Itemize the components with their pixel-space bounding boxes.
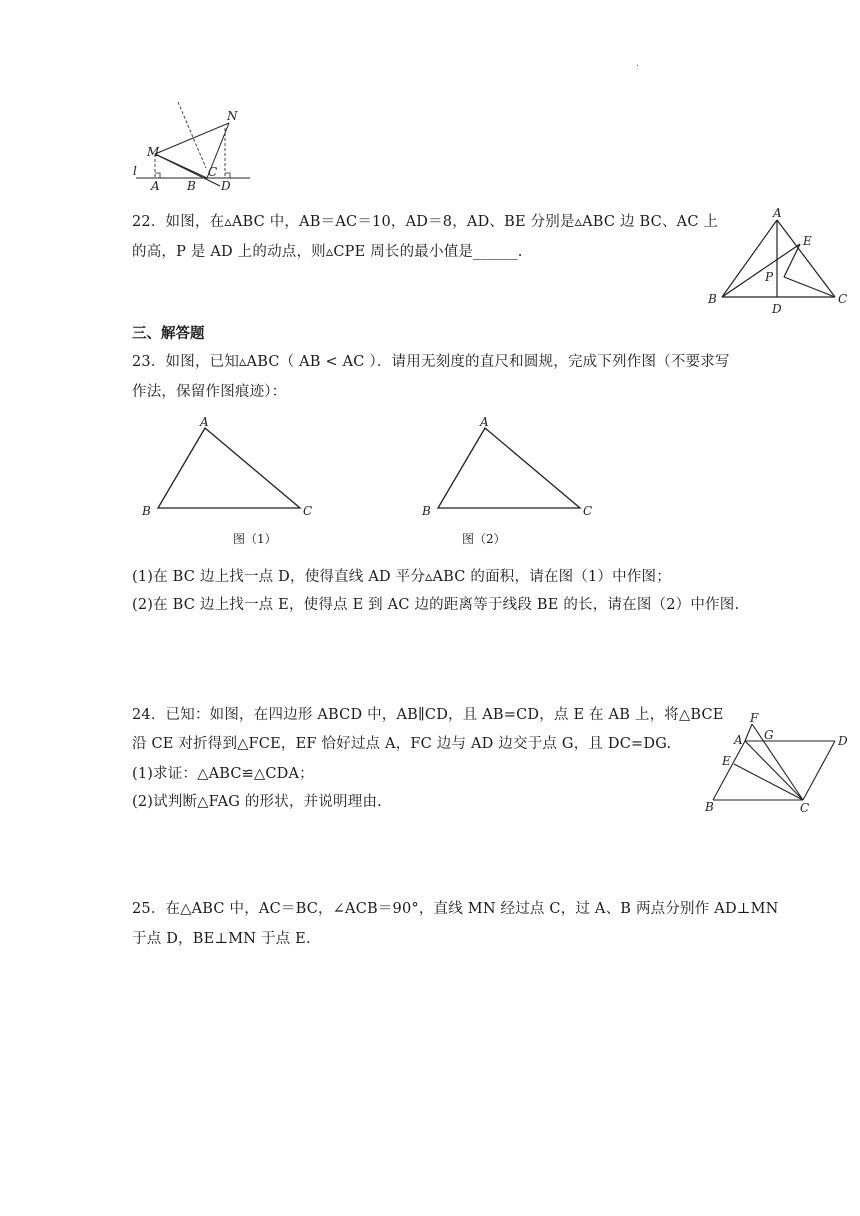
fig2-caption: 图（2） [462, 532, 506, 546]
right-angle-D [225, 173, 230, 178]
figure-q24 [700, 712, 855, 817]
label-A: A [773, 206, 782, 220]
label-A: A [200, 415, 209, 429]
q22-line1: 22．如图，在▵ABC 中，AB＝AC＝10，AD＝8，AD、BE 分别是▵ABC 边 BC、AC 上 [132, 214, 719, 230]
label-E: E [722, 754, 731, 768]
label-C: C [208, 165, 218, 179]
q24-part2: (2)试判断△FAG 的形状，并说明理由. [132, 794, 382, 810]
q24-line2: 沿 CE 对折得到△FCE，EF 恰好过点 A，FC 边与 AD 边交于点 G，且 DC=DG. [132, 736, 672, 752]
figure-q21 [128, 98, 258, 198]
label-G: G [764, 728, 774, 742]
segment-MN [155, 123, 229, 154]
q23-line1: 23．如图，已知▵ABC（ AB < AC ）．请用无刻度的直尺和圆规，完成下列作图（不要求写 [132, 354, 730, 370]
label-E: E [803, 234, 812, 248]
label-M: M [147, 145, 160, 159]
label-B: B [708, 292, 717, 306]
label-C: C [800, 801, 810, 815]
right-angle-A [155, 173, 160, 178]
label-D: D [838, 734, 848, 748]
q23-part1: (1)在 BC 边上找一点 D，使得直线 AD 平分▵ABC 的面积，请在图（1）中作图； [132, 569, 671, 585]
q23-part2: (2)在 BC 边上找一点 E，使得点 E 到 AC 边的距离等于线段 BE 的长，请在图（2）中作图. [132, 597, 740, 613]
section-header: 三、解答题 [132, 325, 205, 342]
label-l: l [133, 164, 137, 178]
label-C: C [583, 504, 593, 518]
header-mark: . [636, 58, 640, 69]
q23-line2: 作法，保留作图痕迹）： [132, 384, 287, 400]
fig1-caption: 图（1） [233, 532, 277, 546]
label-N: N [227, 109, 238, 123]
q25-line1: 25．在△ABC 中，AC＝BC，∠ACB＝90°，直线 MN 经过点 C，过 A、B 两点分别作 AD⊥MN [132, 901, 779, 917]
figure-q22 [705, 205, 855, 317]
q24-part1: (1)求证：△ABC≌△CDA； [132, 766, 314, 782]
figure-q23-2 [420, 412, 600, 522]
label-B: B [422, 504, 431, 518]
label-C: C [838, 292, 848, 306]
label-A: A [151, 179, 160, 193]
label-B: B [142, 504, 151, 518]
q24-line1: 24．已知：如图，在四边形 ABCD 中，AB∥CD，且 AB=CD，点 E 在 AB 上，将△BCE [132, 707, 724, 723]
label-P: P [765, 270, 774, 284]
dashed-ray [178, 102, 206, 168]
figure-q23-1 [140, 412, 320, 522]
label-D: D [772, 302, 782, 316]
label-A: A [734, 733, 743, 747]
q22-line2: 的高，P 是 AD 上的动点，则▵CPE 周长的最小值是______. [132, 244, 523, 260]
label-C: C [303, 504, 313, 518]
label-D: D [221, 179, 231, 193]
q25-line2: 于点 D，BE⊥MN 于点 E. [132, 931, 311, 947]
label-F: F [750, 711, 759, 725]
label-A: A [480, 415, 489, 429]
label-B: B [705, 800, 714, 814]
label-B: B [187, 179, 196, 193]
